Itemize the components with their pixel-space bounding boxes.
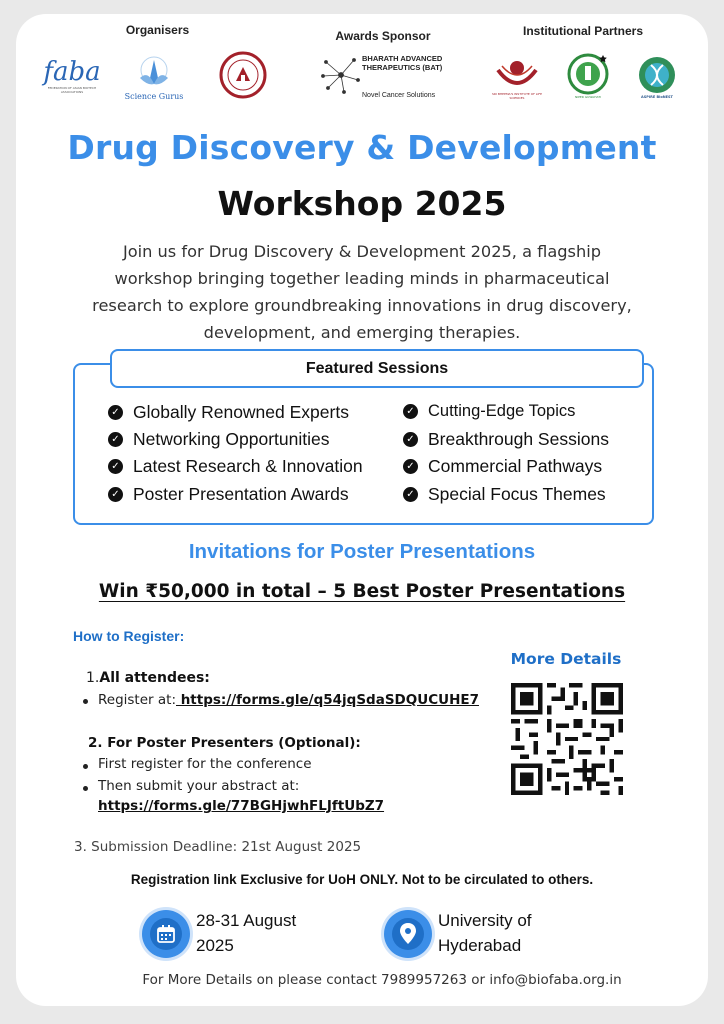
partners-heading: Institutional Partners xyxy=(522,24,644,38)
more-details-label: More Details xyxy=(510,650,622,668)
feature-label: Commercial Pathways xyxy=(428,456,603,476)
faba-subtitle: FEDERATION OF ASIAN BIOTECH ASSOCIATIONS xyxy=(47,86,97,94)
feature-item xyxy=(403,429,609,450)
abstract-submission-link[interactable]: https://forms.gle/77BGHjwhFLJftUbZ7 xyxy=(98,798,385,814)
step1-number: 1. xyxy=(86,670,100,686)
partner-logo-aspire xyxy=(632,50,682,104)
event-date-line2: 2025 xyxy=(196,936,234,955)
faba-wordmark: faba xyxy=(43,57,101,87)
science-gurus-logo xyxy=(126,52,182,104)
step1-title: All attendees: xyxy=(99,670,210,686)
uoh-logo xyxy=(218,50,268,100)
calendar-icon xyxy=(142,910,190,958)
prize-banner xyxy=(0,581,724,602)
niper-seal-icon xyxy=(565,53,611,95)
check-icon: ✓ xyxy=(108,432,123,447)
poster-invitation-heading: Invitations for Poster Presentations xyxy=(188,540,536,563)
qr-code[interactable] xyxy=(511,683,623,795)
feature-item xyxy=(108,402,349,423)
bullet-dot xyxy=(83,699,88,704)
intro-paragraph: Join us for Drug Discovery & Development 2025, a flagship workshop bringing together leading minds in pharmaceutical research to explore groundbreaking innovations in drug discovery, development, and emerging therapies. xyxy=(92,242,632,342)
feature-item xyxy=(108,484,349,505)
exclusive-notice: Registration link Exclusive for UoH ONLY. Not to be circulated to others. xyxy=(130,872,594,887)
check-icon: ✓ xyxy=(403,404,418,419)
bat-logo xyxy=(320,52,450,102)
event-venue xyxy=(438,908,532,958)
feature-item xyxy=(403,484,606,505)
aspire-emblem-icon xyxy=(635,55,679,95)
event-date-line1: 28-31 August xyxy=(196,911,297,930)
event-venue-line2: Hyderabad xyxy=(438,936,522,955)
step1-line xyxy=(98,692,479,708)
step1-heading xyxy=(86,670,210,686)
feature-item xyxy=(108,456,363,477)
sponsor-heading: Awards Sponsor xyxy=(335,29,431,43)
main-title: Drug Discovery & Development xyxy=(67,128,657,167)
step2-heading: 2. For Poster Presenters (Optional): xyxy=(88,735,361,751)
science-gurus-name: Science Gurus xyxy=(124,91,184,101)
partner-logo-niper xyxy=(562,50,614,102)
contact-footer: For More Details on please contact 7989957263 or info@biofaba.org.in xyxy=(142,972,622,988)
sbils-emblem-icon xyxy=(492,56,542,92)
sub-title: Workshop 2025 xyxy=(217,184,507,223)
event-venue-line1: University of xyxy=(438,911,532,930)
submission-deadline: 3. Submission Deadline: 21st August 2025 xyxy=(74,839,362,855)
organisers-heading: Organisers xyxy=(125,23,190,37)
partner-logo-sbils xyxy=(488,52,546,104)
check-icon: ✓ xyxy=(108,459,123,474)
step2-bullet1: First register for the conference xyxy=(98,756,312,772)
featured-sessions-label: Featured Sessions xyxy=(110,349,644,388)
lotus-icon xyxy=(134,56,174,92)
feature-label: Poster Presentation Awards xyxy=(133,484,349,504)
feature-label: Breakthrough Sessions xyxy=(428,429,609,449)
event-date xyxy=(196,908,296,958)
feature-label: Networking Opportunities xyxy=(133,429,330,449)
check-icon: ✓ xyxy=(108,405,123,420)
bat-tagline: Novel Cancer Solutions xyxy=(362,92,436,99)
niper-name: NIPER GUWAHATI xyxy=(574,95,602,99)
bullet-dot xyxy=(83,786,88,791)
bullet-dot xyxy=(83,764,88,769)
uoh-seal-icon xyxy=(219,51,267,99)
location-pin-icon xyxy=(384,910,432,958)
feature-label: Special Focus Themes xyxy=(428,484,606,504)
bat-network-icon xyxy=(320,54,362,96)
feature-item xyxy=(403,456,602,477)
faba-logo xyxy=(42,50,102,102)
check-icon: ✓ xyxy=(403,432,418,447)
how-to-register-heading: How to Register: xyxy=(73,628,185,644)
feature-label: Latest Research & Innovation xyxy=(133,456,363,476)
step1-text: Register at: xyxy=(98,692,176,708)
feature-label: Cutting-Edge Topics xyxy=(428,402,576,420)
bat-name: BHARATH ADVANCED THERAPEUTICS (BAT) xyxy=(362,54,443,72)
feature-item xyxy=(108,429,329,450)
step2-bullet2: Then submit your abstract at: xyxy=(98,778,300,794)
check-icon: ✓ xyxy=(403,459,418,474)
sbils-name: SRI BHEEMA'S INSTITUTE OF LIFE SCIENCES xyxy=(492,92,542,100)
prize-text: Win ₹50,000 in total – 5 Best Poster Presentations xyxy=(98,581,626,602)
aspire-name: ASPIRE BioNEST xyxy=(641,95,673,99)
check-icon: ✓ xyxy=(403,487,418,502)
feature-item xyxy=(403,402,575,421)
feature-label: Globally Renowned Experts xyxy=(133,402,349,422)
attendee-registration-link[interactable]: https://forms.gle/q54jqSdaSDQUCUHE7 xyxy=(176,692,479,708)
check-icon: ✓ xyxy=(108,487,123,502)
